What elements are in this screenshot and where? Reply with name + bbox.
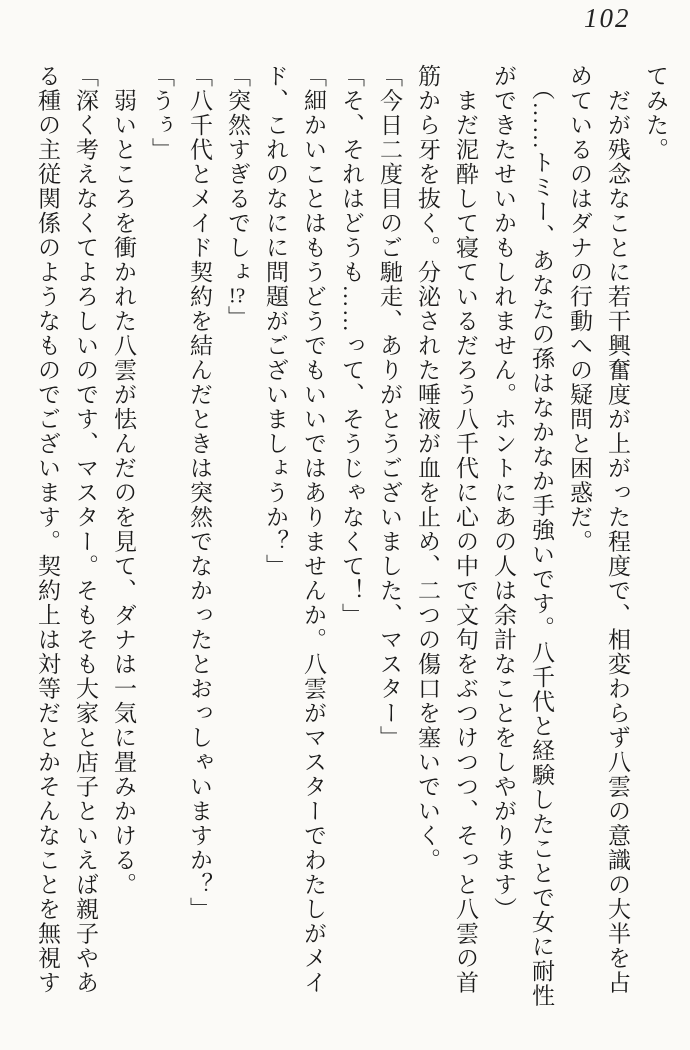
text-column: 「そ、それはどうも……って、そうじゃなくて！」 [339, 64, 364, 628]
text-column: 弱いところを衝かれた八雲が怯んだのを見て、ダナは一気に畳みかける。 [111, 64, 136, 897]
text-column: 「細かいことはもうどうでもいいではありませんか。八雲がマスターでわたしがメイ [301, 64, 326, 995]
text-column: 筋から牙を抜く。分泌された唾液が血を止め、二つの傷口を塞いでいく。 [415, 64, 440, 873]
text-column: てみた。 [643, 64, 668, 162]
text-column: ド、これのなにに問題がございましょうか？」 [263, 64, 288, 579]
text-column: （……トミー、あなたの孫はなかなか手強いです。八千代と経験したことで女に耐性 [529, 64, 554, 1008]
exclamation-question-cluster: !? [228, 284, 246, 306]
text-column: 「うぅ」 [149, 64, 174, 162]
text-column: まだ泥酔して寝ているだろう八千代に心の中で文句をぶつけつつ、そっと八雲の首 [453, 64, 478, 995]
vertical-text-block [28, 64, 674, 1008]
text-column: めているのはダナの行動への疑問と困惑だ。 [567, 64, 592, 554]
text-column: ができたせいかもしれません。ホントにあの人は余計なことをしやがります） [491, 64, 516, 922]
text-column: 「八千代とメイド契約を結んだときは突然でなかったとおっしゃいますか？」 [187, 64, 212, 922]
text-column: 「深く考えなくてよろしいのです、マスター。そもそも大家と店子といえば親子やあ [73, 64, 98, 995]
page-number: 102 [584, 3, 631, 33]
text-column: る種の主従関係のようなものでございます。契約上は対等だとかそんなことを無視す [35, 64, 60, 995]
text-column: 「突然すぎるでしょ!?」 [225, 64, 250, 330]
text-column: だが残念なことに若干興奮度が上がった程度で、相変わらず八雲の意識の大半を占 [605, 64, 630, 995]
text-column: 「今日二度目のご馳走、ありがとうございました、マスター」 [377, 64, 402, 750]
